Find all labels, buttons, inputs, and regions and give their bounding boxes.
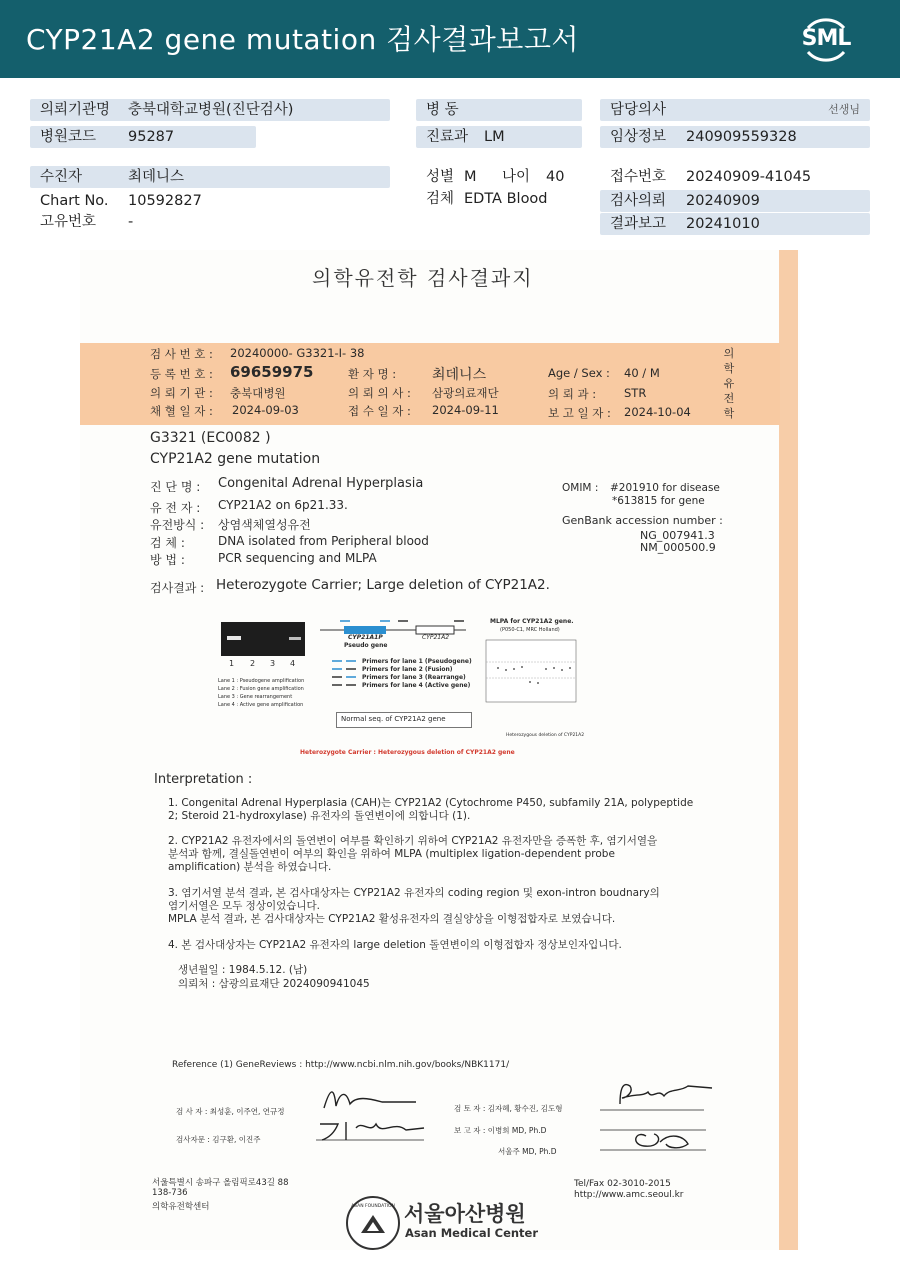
request-date-row xyxy=(600,190,870,212)
specimen-label-scan: 검 체 : xyxy=(150,536,185,550)
band-req-doc: 삼광의료재단 xyxy=(432,386,499,400)
specimen-label: 검체 xyxy=(426,191,455,207)
interp-line-6: 3. 염기서열 분석 결과, 본 검사대상자는 CYP21A2 유전자의 coding region 및 exon-intron boudnary의 xyxy=(168,887,660,899)
signature-reviewer xyxy=(600,1078,718,1112)
band-req-doc-label: 의 뢰 의 사 : xyxy=(348,386,411,400)
exam-lead: 검사자문 : 김구환, 이진주 xyxy=(176,1135,261,1144)
inheritance-value: 상염색체열성유전 xyxy=(218,518,311,532)
birth-date: 생년월일 : 1984.5.12. (남) xyxy=(178,964,308,976)
method-label: 방 법 : xyxy=(150,553,185,567)
band-report-date: 2024-10-04 xyxy=(624,405,691,419)
patient-value: 최데니스 xyxy=(128,169,185,185)
band-age-sex-label: Age / Sex : xyxy=(548,366,610,380)
omim-gene: *613815 for gene xyxy=(612,495,705,507)
lane-note-4: Lane 4 : Active gene amplification xyxy=(218,702,304,708)
diagnosis-label: 진 단 명 : xyxy=(150,480,201,494)
gel-image xyxy=(221,622,305,656)
lane-note-2: Lane 2 : Fusion gene amplification xyxy=(218,686,304,692)
address-line-3: 의학유전학센터 xyxy=(152,1202,210,1212)
hospital-name: 서울아산병원 xyxy=(404,1202,526,1226)
lane-number-4: 4 xyxy=(290,659,296,668)
interp-line-9: 4. 본 검사대상자는 CYP21A2 유전자의 large deletion 돌연변이의 이형접합자 정상보인자입니다. xyxy=(168,939,622,951)
band-dept-label: 의 뢰 과 : xyxy=(548,387,597,401)
sex-age-row xyxy=(416,166,586,188)
band-reg-no: 69659975 xyxy=(230,363,314,381)
diagnosis-value: Congenital Adrenal Hyperplasia xyxy=(218,476,424,491)
requester: 의뢰처 : 삼광의료재단 2024090941045 xyxy=(178,978,370,990)
hospital-label: 의뢰기관명 xyxy=(40,102,111,118)
seal-triangle-icon xyxy=(360,1213,386,1235)
gene-label: 유 전 자 : xyxy=(150,501,201,515)
examiner: 검 사 자 : 최성훈, 이주연, 연규정 xyxy=(176,1107,285,1116)
hospital-name-en: Asan Medical Center xyxy=(405,1226,539,1240)
age-value: 40 xyxy=(546,169,565,185)
report-header xyxy=(0,0,900,78)
department-label: 진료과 xyxy=(426,129,469,145)
interp-line-1: 1. Congenital Adrenal Hyperplasia (CAH)는 CYP21A2 (Cytochrome P450, subfamily 21A, polypeptide xyxy=(168,797,694,809)
mlpa-sub: (P050-C1, MRC Holland) xyxy=(500,627,560,633)
signature-reporter xyxy=(600,1122,720,1156)
chart-no-row xyxy=(30,190,390,212)
seal-text: ASAN FOUNDATION xyxy=(351,1204,395,1209)
band-test-no: 20240000- G3321-I- 38 xyxy=(230,346,365,360)
band-dept: STR xyxy=(624,386,647,400)
band-draw-date: 2024-09-03 xyxy=(232,403,299,417)
pseudogene-sub: Pseudo gene xyxy=(344,642,388,649)
omim-label: OMIM : xyxy=(562,482,599,494)
lane-note-3: Lane 3 : Gene rearrangement xyxy=(218,694,293,700)
interp-line-8: MPLA 분석 결과, 본 검사대상자는 CYP21A2 활성유전자의 결실양상을 이형접합자로 보였습니다. xyxy=(168,913,616,925)
result-label: 검사결과 : xyxy=(150,581,205,595)
primer-2: Primers for lane 2 (Fusion) xyxy=(362,666,453,673)
band-test-no-label: 검 사 번 호 : xyxy=(150,347,213,361)
band-recv-date: 2024-09-11 xyxy=(432,403,499,417)
website: http://www.amc.seoul.kr xyxy=(574,1190,684,1200)
report-date-label: 결과보고 xyxy=(610,216,667,232)
receipt-no-row xyxy=(600,166,870,188)
mlpa-caption: Heterozygous deletion of CYP21A2 xyxy=(506,733,585,738)
report-title: CYP21A2 gene mutation 검사결과보고서 xyxy=(26,23,579,56)
interp-line-5: amplification) 분석을 하였습니다. xyxy=(168,861,332,873)
receipt-no-value: 20240909-41045 xyxy=(686,169,812,185)
hospital-code-label: 병원코드 xyxy=(40,129,97,145)
asan-seal xyxy=(346,1196,400,1250)
primer-1: Primers for lane 1 (Pseudogene) xyxy=(362,658,472,665)
band-side-label: 의학유전학 xyxy=(723,347,735,420)
primer-arrows xyxy=(330,657,360,691)
figure-caption: Heterozygote Carrier : Heterozygous deletion of CYP21A2 gene xyxy=(300,749,515,756)
test-code: G3321 (EC0082 ) xyxy=(150,430,271,446)
doctor-suffix: 선생님 xyxy=(828,103,860,116)
signature-exam-lead xyxy=(316,1116,426,1144)
signature-examiner xyxy=(316,1082,420,1112)
hospital-code-value: 95287 xyxy=(128,129,175,145)
reporter: 보 고 자 : 이병희 MD, Ph.D xyxy=(454,1126,547,1135)
logo-text: SML xyxy=(801,26,851,51)
report-date-row xyxy=(600,213,870,235)
primer-3: Primers for lane 3 (Rearrange) xyxy=(362,674,466,681)
lane-number-2: 2 xyxy=(250,659,256,668)
band-age-sex: 40 / M xyxy=(624,366,660,380)
sex-label: 성별 xyxy=(426,169,455,185)
request-date-value: 20240909 xyxy=(686,193,760,209)
genbank-2: NM_000500.9 xyxy=(640,541,716,554)
report-date-value: 20241010 xyxy=(686,216,760,232)
specimen-value-scan: DNA isolated from Peripheral blood xyxy=(218,534,429,548)
doctor-label: 담당의사 xyxy=(610,102,667,118)
gel-band-lane-1 xyxy=(227,636,241,640)
patient-row xyxy=(30,166,390,188)
band-reg-no-label: 등 록 번 호 : xyxy=(150,367,213,381)
band-req-inst-label: 의 뢰 기 관 : xyxy=(150,386,213,400)
scan-title: 의학유전학 검사결과지 xyxy=(312,266,534,290)
genbank-1: NG_007941.3 xyxy=(640,529,715,542)
gene-value: CYP21A2 on 6p21.33. xyxy=(218,498,348,512)
band-draw-date-label: 채 혈 일 자 : xyxy=(150,404,213,418)
reference: Reference (1) GeneReviews : http://www.ncbi.nlm.nih.gov/books/NBK1171/ xyxy=(172,1060,510,1070)
unique-no-label: 고유번호 xyxy=(40,214,97,230)
ward-label: 병 동 xyxy=(426,102,459,118)
address-line-1: 서울특별시 송파구 올림픽로43길 88 xyxy=(152,1178,289,1188)
interp-line-2: 2; Steroid 21-hydroxylase) 유전자의 돌연변이에 의합니다 (1). xyxy=(168,810,471,822)
active-gene-label: CYP21A2 xyxy=(422,634,450,641)
gel-band-lane-4 xyxy=(289,637,301,640)
reviewer: 검 토 자 : 김자혜, 황수진, 김도형 xyxy=(454,1104,563,1113)
genbank-label: GenBank accession number : xyxy=(562,514,723,527)
primer-4: Primers for lane 4 (Active gene) xyxy=(362,682,471,689)
reporter-2: 서울주 MD, Ph.D xyxy=(498,1147,557,1156)
band-name-label: 환 자 명 : xyxy=(348,367,397,381)
request-date-label: 검사의뢰 xyxy=(610,193,667,209)
interpretation-title: Interpretation : xyxy=(154,772,253,787)
test-name: CYP21A2 gene mutation xyxy=(150,451,321,467)
normal-seq-label: Normal seq. of CYP21A2 gene xyxy=(341,715,446,723)
omim-disease: #201910 for disease xyxy=(610,482,720,494)
interp-line-7: 염기서열은 모두 정상이었습니다. xyxy=(168,900,321,912)
clinical-info-value: 240909559328 xyxy=(686,129,797,145)
interp-line-4: 분석과 함께, 결실돌연변이 여부의 확인을 위하여 MLPA (multiplex ligation-dependent probe xyxy=(168,848,615,860)
ward-row xyxy=(416,99,582,121)
patient-label: 수진자 xyxy=(40,169,83,185)
doctor-row xyxy=(600,99,870,121)
band-name: 최데니스 xyxy=(432,367,487,383)
mlpa-plot xyxy=(482,638,580,710)
band-report-date-label: 보 고 일 자 : xyxy=(548,406,611,420)
lane-note-1: Lane 1 : Pseudogene amplification xyxy=(218,678,305,684)
clinical-info-row xyxy=(600,126,870,148)
chart-no-label: Chart No. xyxy=(40,193,109,209)
receipt-no-label: 접수번호 xyxy=(610,169,667,185)
result-value: Heterozygote Carrier; Large deletion of CYP21A2. xyxy=(216,577,550,593)
department-value: LM xyxy=(484,129,505,145)
sml-logo xyxy=(796,10,856,70)
normal-seq-box xyxy=(336,712,472,728)
specimen-row xyxy=(416,188,586,210)
band-req-inst: 충북대병원 xyxy=(230,386,286,400)
unique-no-value: - xyxy=(128,214,134,230)
hospital-row xyxy=(30,99,390,121)
inheritance-label: 유전방식 : xyxy=(150,518,205,532)
band-recv-date-label: 접 수 일 자 : xyxy=(348,404,411,418)
department-row xyxy=(416,126,582,148)
lane-number-1: 1 xyxy=(229,659,235,668)
unique-no-row xyxy=(30,211,390,233)
scan-edge xyxy=(779,250,798,1250)
age-label: 나이 xyxy=(502,169,531,185)
chart-no-value: 10592827 xyxy=(128,193,202,209)
mlpa-title: MLPA for CYP21A2 gene. xyxy=(490,618,574,625)
hospital-value: 충북대학교병원(진단검사) xyxy=(128,102,294,118)
pseudogene-label: CYP21A1P xyxy=(348,634,383,641)
address-line-2: 138-736 xyxy=(152,1188,188,1198)
lane-number-3: 3 xyxy=(270,659,276,668)
interp-line-3: 2. CYP21A2 유전자에서의 돌연변이 여부를 확인하기 위하여 CYP21A2 유전자만을 증폭한 후, 염기서열을 xyxy=(168,835,658,847)
sex-value: M xyxy=(464,169,477,185)
specimen-value: EDTA Blood xyxy=(464,191,548,207)
clinical-info-label: 임상정보 xyxy=(610,129,667,145)
tel-fax: Tel/Fax 02-3010-2015 xyxy=(574,1179,671,1189)
hospital-code-row xyxy=(30,126,256,148)
method-value: PCR sequencing and MLPA xyxy=(218,551,377,565)
